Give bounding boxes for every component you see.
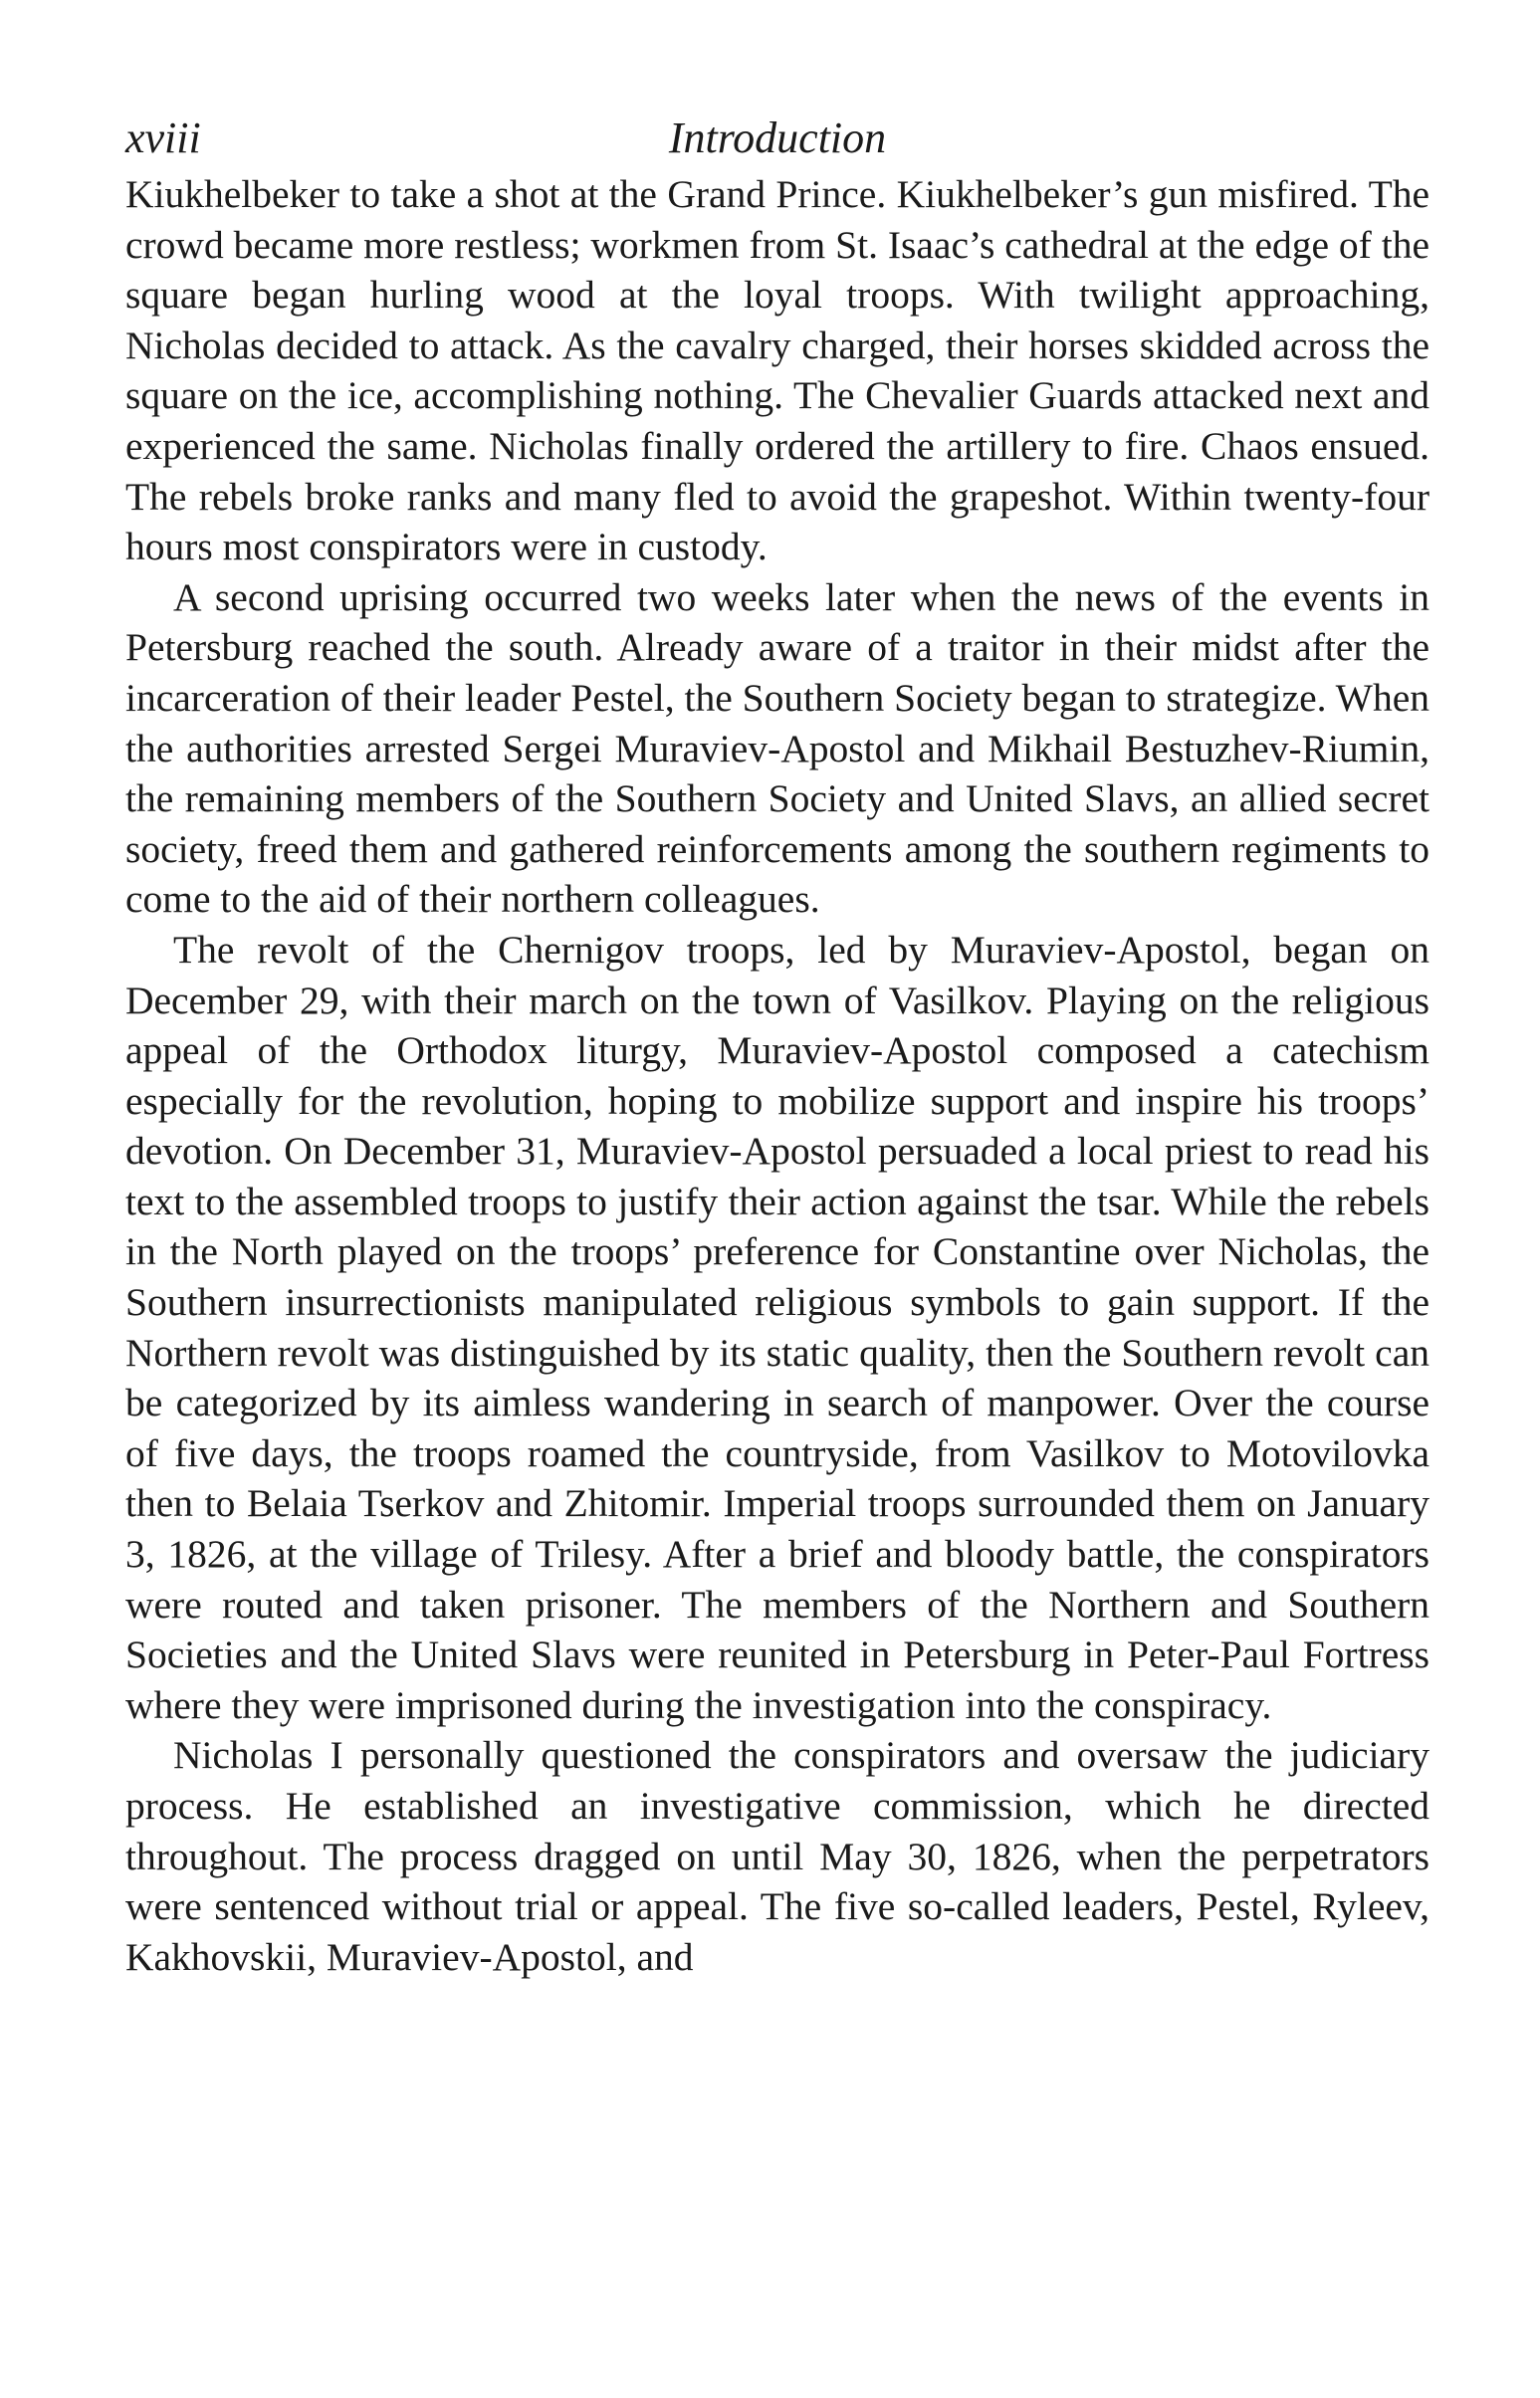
running-head (125, 108, 1430, 169)
paragraph: Nicholas I personally questioned the conspirators and oversaw the judiciary process. He established an investigative commission, which he directed throughout. The process dragged on until May 30, 1826, when the perpetrators were sentenced without trial or appeal. The five so-called leaders, Pestel, Ryleev, Kakhovskii, Muraviev-Apostol, and (125, 1733, 1430, 1979)
paragraph: A second uprising occurred two weeks later when the news of the events in Petersburg reached the south. Already aware of a traitor in their midst after the incarceration of their leader Pestel, the Southern Society began to strategize. When the authorities arrested Sergei Muraviev-Apostol and Mikhail Bestuzhev-Riumin, the remaining members of the Southern Society and United Slavs, an allied secret society, freed them and gathered reinforcements among the southern regiments to come to the aid of their northern colleagues. (125, 574, 1430, 922)
body-text (125, 169, 1430, 1982)
paragraph: The revolt of the Chernigov troops, led by Muraviev-Apostol, began on December 29, with their march on the town of Vasilkov. Playing on the religious appeal of the Orthodox liturgy, Muraviev-Apostol composed a catechism especially for the revolution, hoping to mobilize support and inspire his troops’ devotion. On December 31, Muraviev-Apostol persuaded a local priest to read his text to the assembled troops to justify their action against the tsar. While the rebels in the North played on the troops’ preference for Constantine over Nicholas, the Southern insurrectionists manipulated religious symbols to gain support. If the Northern revolt was distinguished by its static quality, then the Southern revolt can be categorized by its aimless wandering in search of manpower. Over the course of five days, the troops roamed the countryside, from Vasilkov to Motovilovka then to Belaia Tserkov and Zhitomir. Imperial troops surrounded them on January 3, 1826, at the village of Trilesy. After a brief and bloody battle, the conspirators were routed and taken prisoner. The members of the Northern and Southern Societies and the United Slavs were reunited in Petersburg in Peter-Paul Fortress where they were imprisoned during the investigation into the conspiracy. (125, 927, 1430, 1727)
paragraph-continued: Kiukhelbeker to take a shot at the Grand Prince. Kiukhelbeker’s gun misfired. The crowd became more restless; workmen from St. Isaac’s cathedral at the edge of the square began hurling wood at the loyal troops. With twilight approaching, Nicholas decided to attack. As the cavalry charged, their horses skidded across the square on the ice, accomplishing nothing. The Chevalier Guards attacked next and experienced the same. Nicholas finally ordered the artillery to fire. Chaos ensued. The rebels broke ranks and many fled to avoid the grapeshot. Within twenty-four hours most conspirators were in custody. (125, 172, 1430, 569)
running-head-title: Introduction (668, 113, 887, 162)
page-number: xviii (125, 113, 201, 162)
book-page (125, 108, 1430, 1982)
